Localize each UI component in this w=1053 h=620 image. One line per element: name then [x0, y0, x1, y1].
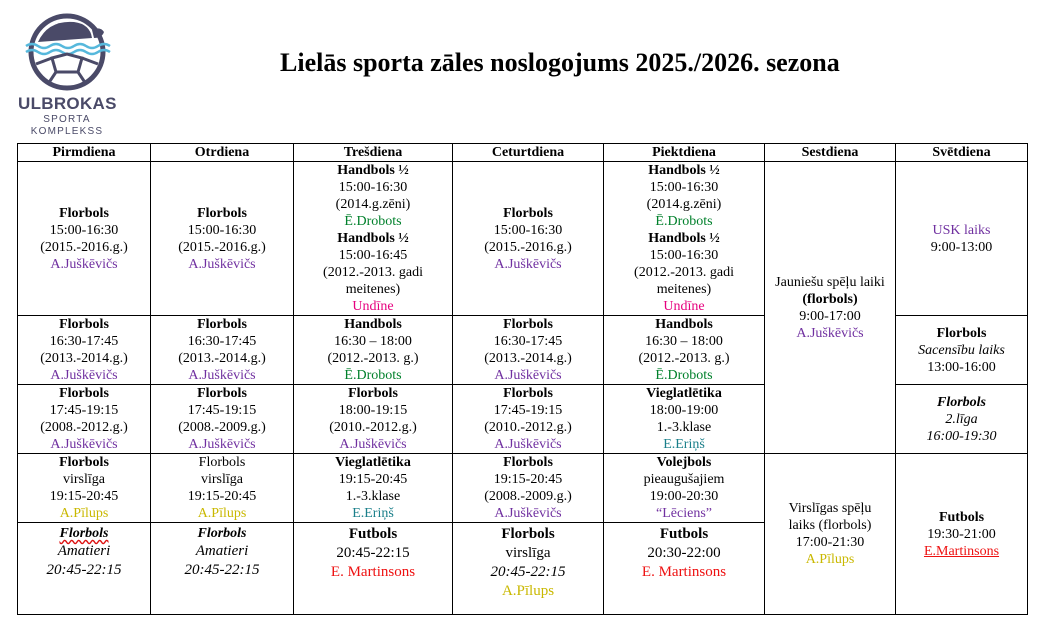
day-header-friday: Piektdiena — [604, 144, 765, 162]
logo-text-line2: SPORTA — [43, 114, 91, 125]
time-slot: 19:15-20:45 — [49, 489, 119, 504]
coach-name: A.Juškēvičs — [494, 506, 562, 521]
sport-name: Florbols — [503, 205, 553, 221]
time-slot: 9:00-13:00 — [930, 239, 993, 255]
cell-mon-3 — [18, 385, 151, 454]
coach-name: Undīne — [352, 299, 394, 314]
time-slot: 20:45-22:15 — [184, 562, 260, 578]
sport-name: Florbols — [197, 386, 247, 401]
coach-name: A.Juškēvičs — [494, 368, 562, 383]
age-group: (2010.-2012.g.) — [329, 420, 417, 435]
age-group: (2013.-2014.g.) — [40, 351, 128, 366]
age-group: (2015.-2016.g.) — [40, 239, 128, 255]
league-name: virslīga — [505, 545, 551, 561]
league-name: virslīga — [201, 472, 243, 487]
time-slot: 19:15-20:45 — [338, 472, 408, 487]
coach-name: A.Juškēvičs — [494, 256, 562, 272]
ulbrokas-logo — [18, 8, 117, 137]
time-slot: 15:00-16:30 — [649, 180, 719, 195]
sport-name: Florbols — [59, 205, 109, 221]
sport-name: Handbols ½ — [648, 231, 720, 246]
age-group: 1.-3.klase — [345, 489, 401, 504]
cell-thu-2 — [453, 316, 604, 385]
sport-name: Florbols — [197, 317, 247, 332]
table-row — [18, 454, 1028, 523]
coach-name: A.Pīlups — [805, 552, 855, 567]
logo-text-line1: ULBROKAS — [18, 94, 117, 113]
cell-wed-1 — [294, 162, 453, 316]
time-slot: 20:30-22:00 — [647, 545, 721, 561]
sport-name: Futbols — [348, 526, 398, 542]
group-name: Amatieri — [57, 543, 111, 559]
age-group: (2014.g.zēni) — [646, 197, 722, 212]
coach-name: A.Juškēvičs — [50, 368, 118, 383]
event-name: laiks (florbols) — [788, 518, 872, 533]
cell-tue-4 — [151, 454, 294, 523]
sport-name: Florbols — [503, 455, 553, 470]
table-row — [18, 162, 1028, 316]
time-slot: 16:30-17:45 — [49, 334, 119, 349]
time-slot: 15:00-16:30 — [338, 180, 408, 195]
age-group: (2008.-2009.g.) — [484, 489, 572, 504]
sport-name: Handbols ½ — [337, 163, 409, 178]
time-slot: 16:30 – 18:00 — [334, 334, 412, 349]
cell-thu-5 — [453, 523, 604, 615]
cell-thu-3 — [453, 385, 604, 454]
time-slot: 15:00-16:45 — [338, 248, 408, 263]
age-group: (2012.-2013. gadi — [634, 265, 734, 280]
day-header-monday: Pirmdiena — [18, 144, 151, 162]
time-slot: 19:00-20:30 — [649, 489, 719, 504]
coach-name: E. Martinsons — [330, 564, 416, 580]
coach-name: E.Martinsons — [923, 543, 1000, 559]
coach-name: A.Juškēvičs — [188, 368, 256, 383]
time-slot: 19:30-21:00 — [927, 526, 996, 542]
time-slot: 15:00-16:30 — [649, 248, 719, 263]
age-group: (2015.-2016.g.) — [484, 239, 572, 255]
group-name: Amatieri — [195, 543, 249, 559]
time-slot: 18:00-19:00 — [649, 403, 719, 418]
cell-tue-3 — [151, 385, 294, 454]
coach-name: Ē.Drobots — [655, 368, 713, 383]
sport-name: Vieglatlētika — [646, 386, 722, 401]
age-group: (2008.-2012.g.) — [40, 420, 128, 435]
time-slot: 20:45-22:15 — [46, 562, 122, 578]
coach-name: Ē.Drobots — [344, 368, 402, 383]
coach-name: A.Pīlups — [501, 583, 555, 599]
cell-fri-3 — [604, 385, 765, 454]
day-header-wednesday: Trešdiena — [294, 144, 453, 162]
time-slot: 17:45-19:15 — [49, 403, 119, 418]
cell-tue-1 — [151, 162, 294, 316]
sport-name: Futbols — [659, 526, 709, 542]
club-name: “Lēciens” — [656, 506, 712, 521]
cell-tue-2 — [151, 316, 294, 385]
cell-fri-2 — [604, 316, 765, 385]
coach-name: A.Juškēvičs — [188, 437, 256, 452]
coach-name: A.Pīlups — [59, 506, 109, 521]
sport-name: Florbols — [936, 394, 986, 410]
coach-name: E.Eriņš — [352, 506, 394, 521]
age-group: (2008.-2009.g.) — [178, 420, 266, 435]
age-group: (2015.-2016.g.) — [178, 239, 266, 255]
event-note: Sacensību laiks — [918, 342, 1005, 358]
sport-name: Florbols — [59, 455, 109, 470]
coach-name: A.Juškēvičs — [796, 325, 864, 341]
age-group: (2014.g.zēni) — [335, 197, 411, 212]
time-slot: 17:45-19:15 — [493, 403, 563, 418]
sport-name: Florbols — [501, 526, 555, 542]
cell-thu-4 — [453, 454, 604, 523]
time-slot: 13:00-16:00 — [927, 359, 996, 375]
sport-name: (florbols) — [802, 291, 858, 307]
coach-name: A.Juškēvičs — [188, 256, 256, 272]
coach-name: Ē.Drobots — [344, 214, 402, 229]
cell-wed-4 — [294, 454, 453, 523]
coach-name: A.Juškēvičs — [339, 437, 407, 452]
sport-name: Florbols — [936, 325, 987, 341]
sport-name: Florbols — [59, 526, 109, 541]
cell-fri-1 — [604, 162, 765, 316]
cell-mon-5 — [18, 523, 151, 615]
sport-name: Futbols — [938, 509, 985, 525]
time-slot: 17:45-19:15 — [187, 403, 257, 418]
sport-name: Florbols — [59, 386, 109, 401]
cell-sun-3 — [896, 385, 1028, 454]
coach-name: Undīne — [663, 299, 705, 314]
league-name: 2.līga — [945, 411, 978, 427]
logo-text-line3: KOMPLEKSS — [30, 126, 104, 137]
time-slot: 16:30-17:45 — [187, 334, 257, 349]
age-group: (2010.-2012.g.) — [484, 420, 572, 435]
turtle-ball-icon — [18, 8, 116, 92]
time-slot: 19:15-20:45 — [493, 472, 563, 487]
cell-thu-1 — [453, 162, 604, 316]
header-row — [18, 144, 1028, 162]
cell-fri-4 — [604, 454, 765, 523]
cell-wed-2 — [294, 316, 453, 385]
time-slot: 16:30-17:45 — [493, 334, 563, 349]
day-header-saturday: Sestdiena — [765, 144, 896, 162]
schedule-table — [17, 143, 1028, 615]
event-name: USK laiks — [932, 222, 991, 238]
age-group: (2013.-2014.g.) — [484, 351, 572, 366]
sport-name: Florbols — [197, 526, 247, 541]
time-slot: 15:00-16:30 — [187, 222, 257, 238]
cell-sun-1 — [896, 162, 1028, 316]
cell-tue-5 — [151, 523, 294, 615]
age-group: (2013.-2014.g.) — [178, 351, 266, 366]
time-slot: 16:00-19:30 — [926, 428, 997, 444]
cell-mon-2 — [18, 316, 151, 385]
cell-mon-4 — [18, 454, 151, 523]
day-header-thursday: Ceturtdiena — [453, 144, 604, 162]
age-group: 1.-3.klase — [656, 420, 712, 435]
event-name: Virslīgas spēļu — [788, 501, 872, 516]
coach-name: A.Juškēvičs — [494, 437, 562, 452]
sport-name: Volejbols — [656, 455, 712, 470]
coach-name: E. Martinsons — [641, 564, 727, 580]
time-slot: 15:00-16:30 — [493, 222, 563, 238]
time-slot: 15:00-16:30 — [49, 222, 119, 238]
time-slot: 16:30 – 18:00 — [645, 334, 723, 349]
event-name: Jauniešu spēļu laiki — [775, 274, 885, 290]
age-group: (2012.-2013. g.) — [638, 351, 730, 366]
sport-name: Florbols — [503, 317, 553, 332]
day-header-tuesday: Otrdiena — [151, 144, 294, 162]
sport-name: Florbols — [348, 386, 398, 401]
time-slot: 9:00-17:00 — [799, 308, 861, 324]
cell-sun-football — [896, 454, 1028, 615]
time-slot: 18:00-19:15 — [338, 403, 408, 418]
sport-name: Florbols — [503, 386, 553, 401]
time-slot: 17:00-21:30 — [795, 535, 865, 550]
league-name: virslīga — [63, 472, 105, 487]
sport-name: Florbols — [197, 205, 247, 221]
sport-name: Florbols — [59, 317, 109, 332]
sport-name: Vieglatlētika — [335, 455, 411, 470]
coach-name: A.Juškēvičs — [50, 256, 118, 272]
sport-name: Handbols ½ — [337, 231, 409, 246]
age-group: meitenes) — [656, 282, 712, 297]
cell-sat-league-games — [765, 454, 896, 615]
age-group: (2012.-2013. g.) — [327, 351, 419, 366]
age-group: (2012.-2013. gadi — [323, 265, 423, 280]
cell-sat-youth-games — [765, 162, 896, 454]
cell-sun-2 — [896, 316, 1028, 385]
time-slot: 20:45-22:15 — [490, 564, 566, 580]
age-group: pieaugušajiem — [643, 472, 725, 487]
sport-name: Florbols — [198, 455, 246, 470]
coach-name: A.Juškēvičs — [50, 437, 118, 452]
age-group: meitenes) — [345, 282, 401, 297]
day-header-sunday: Svētdiena — [896, 144, 1028, 162]
cell-fri-5 — [604, 523, 765, 615]
time-slot: 19:15-20:45 — [187, 489, 257, 504]
coach-name: A.Pīlups — [197, 506, 247, 521]
sport-name: Handbols — [655, 317, 713, 332]
cell-wed-5 — [294, 523, 453, 615]
coach-name: E.Eriņš — [663, 437, 705, 452]
cell-mon-1 — [18, 162, 151, 316]
sport-name: Handbols — [344, 317, 402, 332]
cell-wed-3 — [294, 385, 453, 454]
time-slot: 20:45-22:15 — [336, 545, 410, 561]
sport-name: Handbols ½ — [648, 163, 720, 178]
page-title: Lielās sporta zāles noslogojums 2025./2026. sezona — [280, 48, 840, 77]
coach-name: Ē.Drobots — [655, 214, 713, 229]
